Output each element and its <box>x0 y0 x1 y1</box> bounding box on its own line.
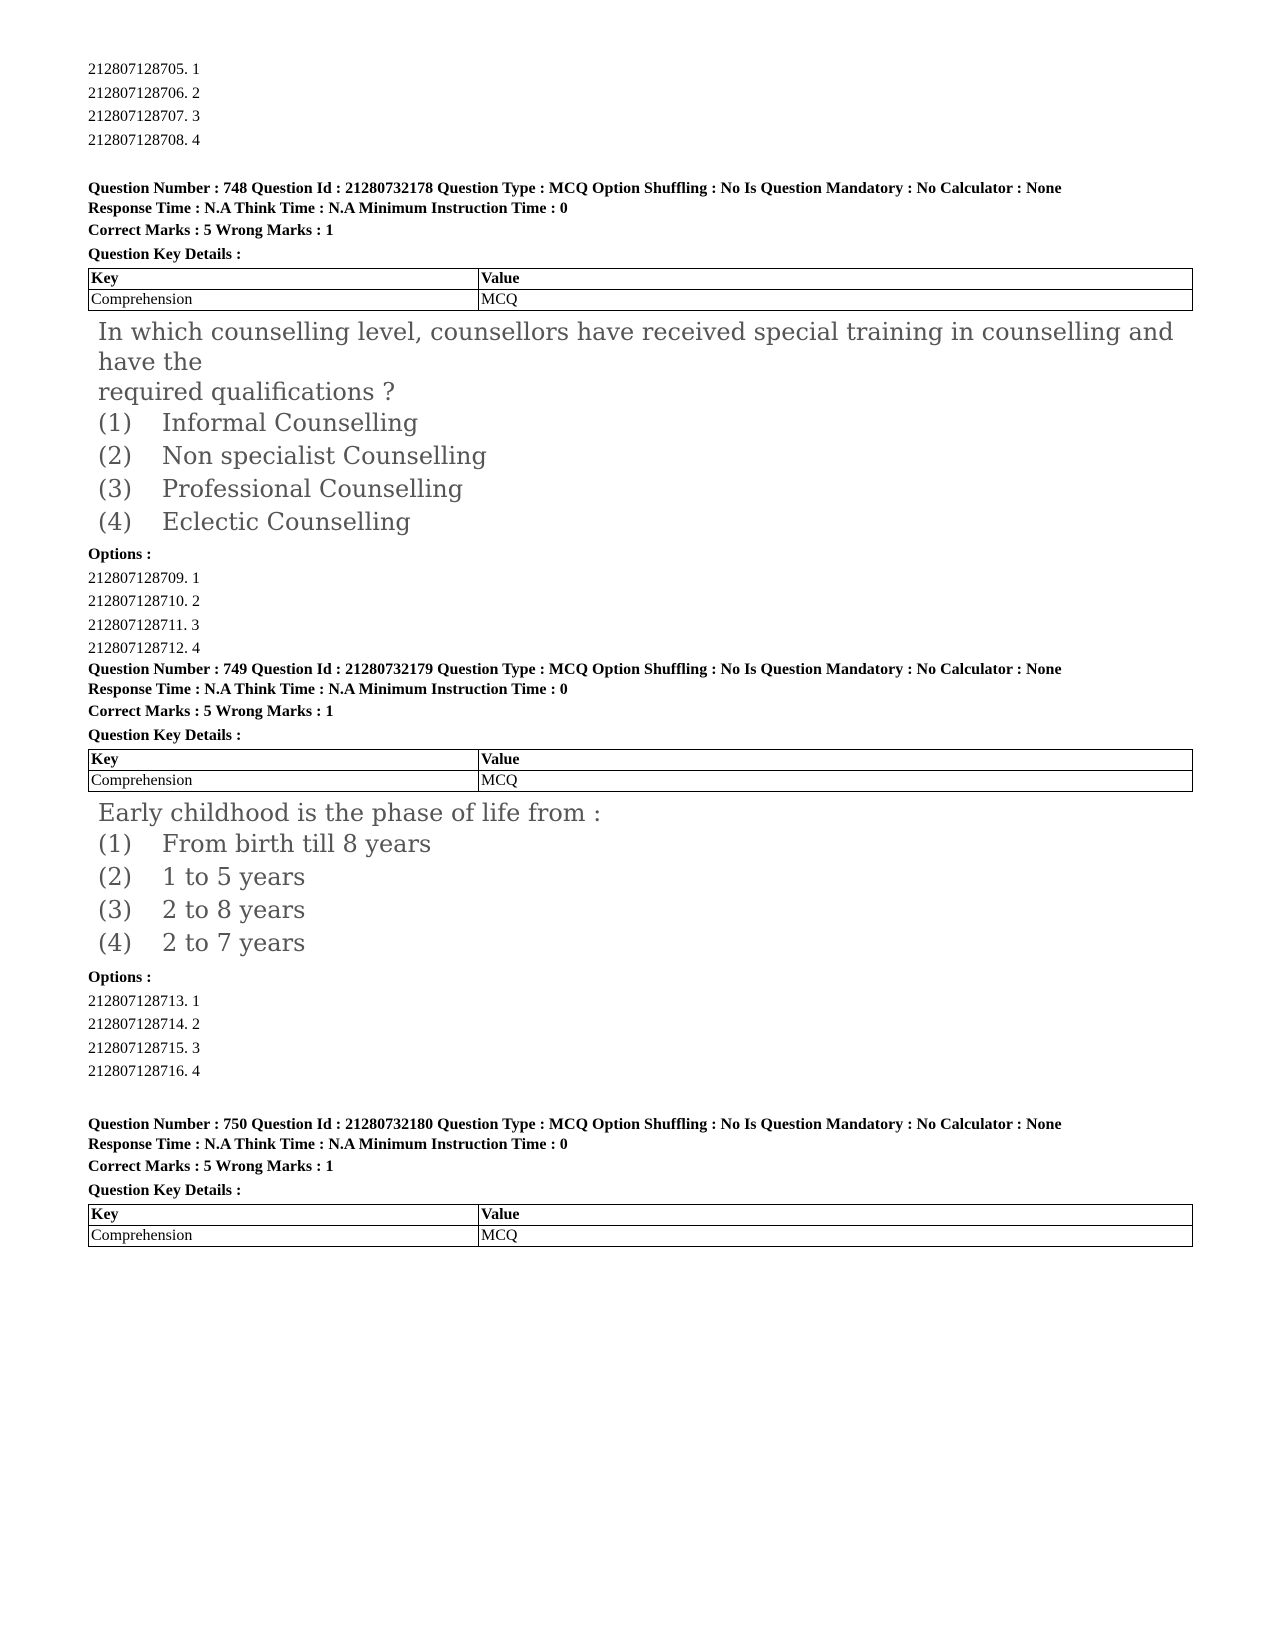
marks-line: Correct Marks : 5 Wrong Marks : 1 <box>88 703 334 720</box>
table-cell-key: Comprehension <box>89 290 479 311</box>
choice-number: (2) <box>98 863 132 891</box>
answer-choice <box>98 861 1193 894</box>
marks-line: Correct Marks : 5 Wrong Marks : 1 <box>88 1158 334 1175</box>
answer-choice <box>98 894 1193 927</box>
choice-text: 1 to 5 years <box>162 863 306 891</box>
choice-text: Non specialist Counselling <box>162 442 487 470</box>
option-line: 212807128711. 3 <box>88 616 200 634</box>
answer-choice <box>98 407 1193 440</box>
key-details-label: Question Key Details : <box>88 245 242 263</box>
choice-number: (4) <box>98 508 132 536</box>
table-header-value: Value <box>479 1205 1193 1226</box>
option-line: 212807128707. 3 <box>88 108 200 125</box>
choice-text: Eclectic Counselling <box>162 508 411 536</box>
table-header-key: Key <box>89 750 479 771</box>
key-details-table <box>88 1204 1193 1247</box>
options-label: Options : <box>88 546 152 563</box>
key-details-label: Question Key Details : <box>88 726 242 744</box>
table-header-row <box>89 1205 1193 1226</box>
question-meta-line2: Response Time : N.A Think Time : N.A Minimum Instruction Time : 0 <box>88 1136 568 1153</box>
table-cell-value: MCQ <box>479 290 1193 311</box>
question-stem-line: required qualifications ? <box>98 378 396 406</box>
question-meta-line1: Question Number : 750 Question Id : 21280732180 Question Type : MCQ Option Shuffling : No Is Question Mandatory : No Calculator : None <box>88 1116 1062 1133</box>
question-block-750 <box>88 1115 1193 1247</box>
option-line: 212807128708. 4 <box>88 131 200 149</box>
choice-number: (1) <box>98 409 132 437</box>
choice-text: From birth till 8 years <box>162 830 432 858</box>
question-stem-line: In which counselling level, counsellors have received special training in counselling and have the <box>98 318 1174 376</box>
choice-number: (1) <box>98 830 132 858</box>
answer-choice <box>98 927 1193 960</box>
choice-text: Professional Counselling <box>162 475 464 503</box>
question-image <box>98 798 1193 960</box>
key-details-table <box>88 268 1193 311</box>
question-image <box>98 317 1193 539</box>
option-line: 212807128715. 3 <box>88 1039 200 1057</box>
table-header-key: Key <box>89 269 479 290</box>
question-meta-line2: Response Time : N.A Think Time : N.A Minimum Instruction Time : 0 <box>88 200 568 217</box>
table-cell-key: Comprehension <box>89 771 479 792</box>
table-header-value: Value <box>479 269 1193 290</box>
question-block-749 <box>88 660 1193 1084</box>
question-stem-line: Early childhood is the phase of life from : <box>98 799 602 827</box>
option-line: 212807128705. 1 <box>88 61 200 78</box>
question-meta-line1: Question Number : 749 Question Id : 21280732179 Question Type : MCQ Option Shuffling : No Is Question Mandatory : No Calculator : None <box>88 661 1062 678</box>
table-cell-key: Comprehension <box>89 1226 479 1247</box>
table-cell-value: MCQ <box>479 1226 1193 1247</box>
choice-text: 2 to 8 years <box>162 896 306 924</box>
table-row <box>89 771 1193 792</box>
marks-line: Correct Marks : 5 Wrong Marks : 1 <box>88 222 334 239</box>
options-label: Options : <box>88 969 152 986</box>
option-line: 212807128714. 2 <box>88 1016 200 1033</box>
table-header-key: Key <box>89 1205 479 1226</box>
choice-number: (4) <box>98 929 132 957</box>
option-line: 212807128713. 1 <box>88 992 200 1010</box>
table-header-value: Value <box>479 750 1193 771</box>
choice-text: Informal Counselling <box>162 409 419 437</box>
answer-choice <box>98 506 1193 539</box>
option-line: 212807128710. 2 <box>88 593 200 610</box>
table-header-row <box>89 269 1193 290</box>
answer-choice <box>98 473 1193 506</box>
option-line: 212807128709. 1 <box>88 569 200 587</box>
answer-choice <box>98 440 1193 473</box>
option-line: 212807128716. 4 <box>88 1063 200 1080</box>
table-row <box>89 1226 1193 1247</box>
question-block-748 <box>88 179 1193 661</box>
choice-number: (3) <box>98 896 132 924</box>
table-cell-value: MCQ <box>479 771 1193 792</box>
option-line: 212807128706. 2 <box>88 84 200 102</box>
option-line: 212807128712. 4 <box>88 640 200 657</box>
question-meta-line2: Response Time : N.A Think Time : N.A Minimum Instruction Time : 0 <box>88 681 568 698</box>
top-options-list <box>88 58 1193 152</box>
key-details-label: Question Key Details : <box>88 1181 242 1199</box>
answer-choice <box>98 828 1193 861</box>
choice-text: 2 to 7 years <box>162 929 306 957</box>
choice-number: (3) <box>98 475 132 503</box>
key-details-table <box>88 749 1193 792</box>
question-meta-line1: Question Number : 748 Question Id : 21280732178 Question Type : MCQ Option Shuffling : No Is Question Mandatory : No Calculator : None <box>88 180 1062 197</box>
choice-number: (2) <box>98 442 132 470</box>
table-header-row <box>89 750 1193 771</box>
table-row <box>89 290 1193 311</box>
